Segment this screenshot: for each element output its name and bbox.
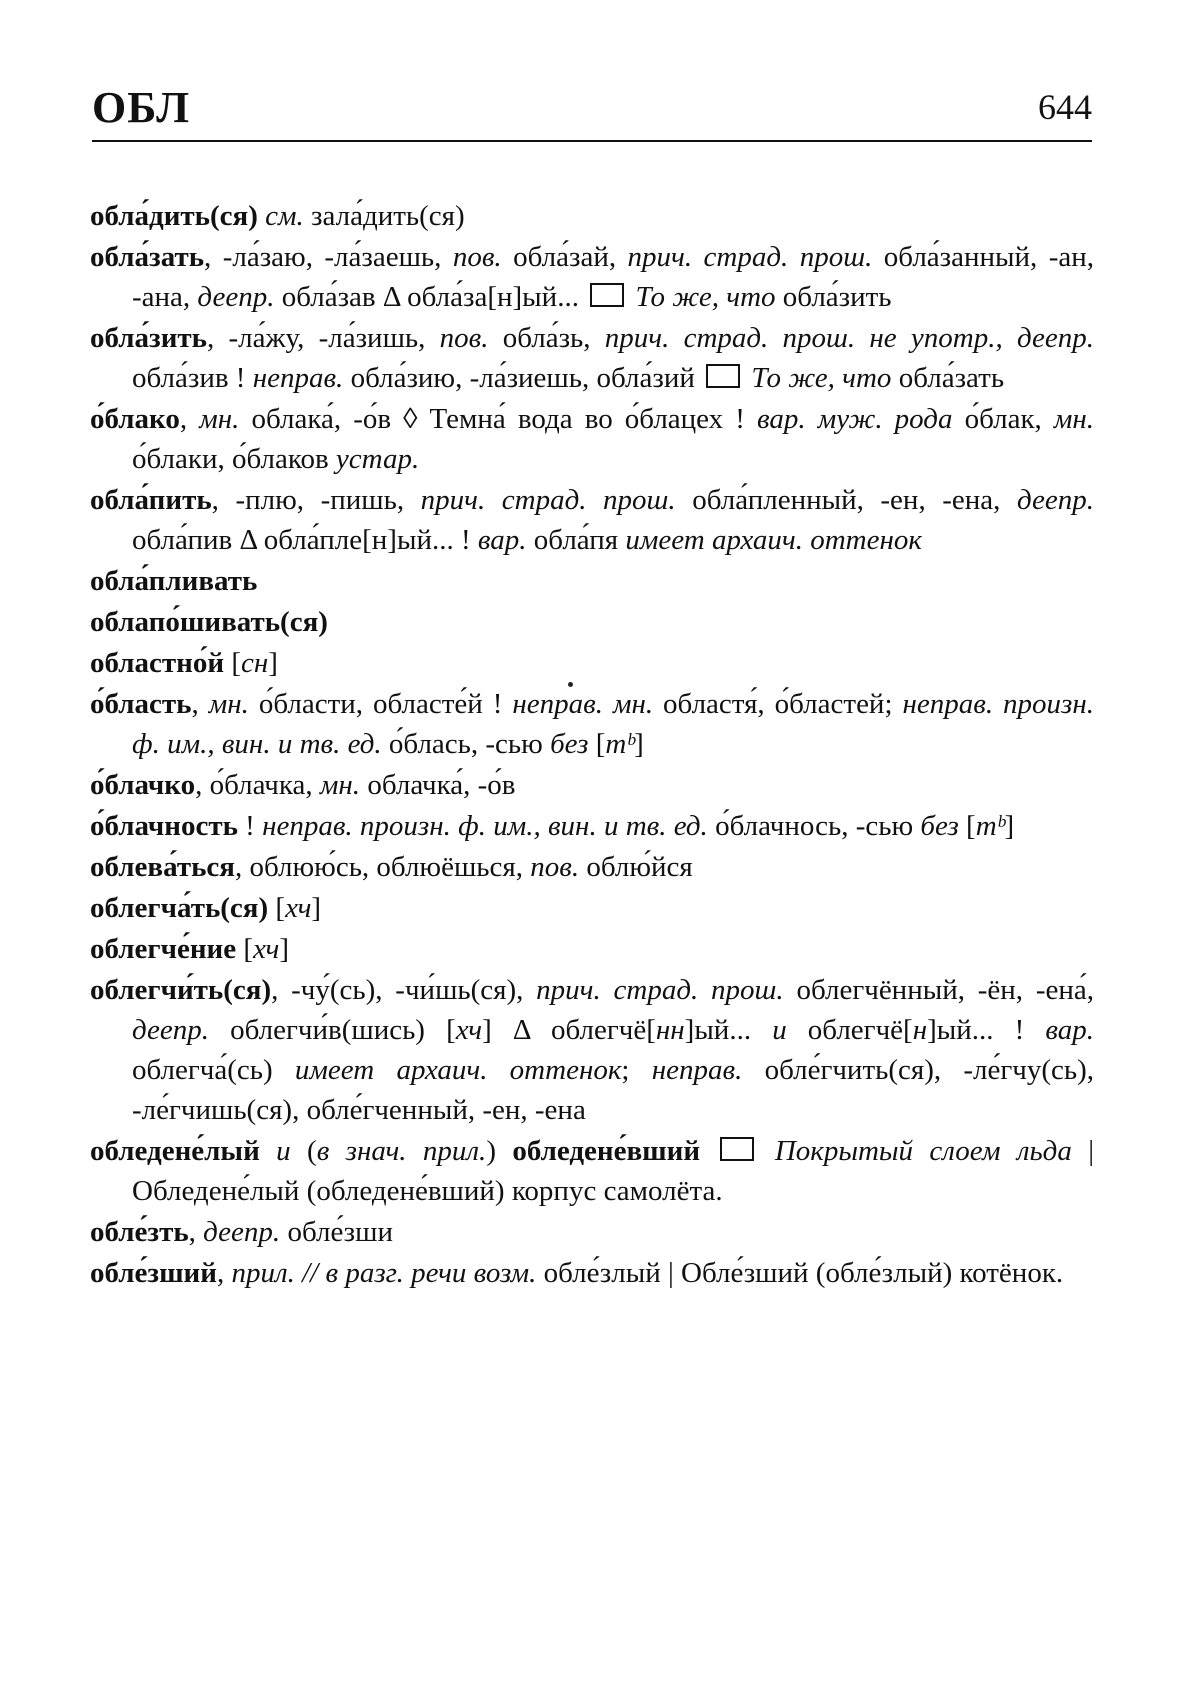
entry-text: о́блась, -сью xyxy=(381,728,551,760)
italic-label: мн. xyxy=(319,769,361,801)
entry-text: обле́гчить(ся), -ле́гчу(сь), -ле́гчишь(ся), обле́гченный, -ен, -ена xyxy=(132,1054,1095,1126)
entry-text: ] Δ облегчё[ xyxy=(482,1014,656,1046)
entry-text: ( xyxy=(290,1135,317,1167)
italic-label: прич. страд. прош. xyxy=(536,974,784,1006)
headword: облева́ться xyxy=(90,851,235,883)
italic-label: То же, что xyxy=(751,362,892,394)
entry-text: ) xyxy=(486,1135,513,1167)
entry-text: [ xyxy=(236,933,254,965)
entry-text: обла́зав Δ обла́за[н]ый... xyxy=(274,281,587,313)
dictionary-entry-oblaplivat xyxy=(90,561,1094,601)
entry-text xyxy=(700,1135,716,1167)
entry-text: обла́зать xyxy=(891,362,1005,394)
entry-text: о́блак, xyxy=(952,403,1054,435)
entry-text: ] xyxy=(268,647,278,679)
headword: обледене́лый xyxy=(90,1135,260,1167)
entry-text: обла́зив ! xyxy=(132,362,253,394)
entry-text: облегчённый, -ён, -ена́, xyxy=(783,974,1094,1006)
box-icon xyxy=(720,1137,754,1161)
dictionary-entry-oblazat xyxy=(90,237,1094,317)
italic-label: нн xyxy=(655,1014,685,1046)
dictionary-entry-oblegchenie xyxy=(90,929,1094,969)
headword: облапо́шивать(ся) xyxy=(90,606,328,638)
dictionary-entry-oblaposhivat xyxy=(90,602,1094,642)
headword: обла́зать xyxy=(90,241,205,273)
headword: обле́зший xyxy=(90,1257,217,1289)
entry-text: облегчи́в(шись) [ xyxy=(209,1014,456,1046)
headword: облегче́ние xyxy=(90,933,237,965)
dictionary-entry-oblezshiy xyxy=(90,1253,1094,1293)
entry-text: обле́злый | Обле́зший (обле́злый) котёнок. xyxy=(536,1257,1064,1289)
entry-text: , xyxy=(179,403,200,435)
dictionary-entry-obladit xyxy=(90,196,1094,236)
entry-text: обле́зши xyxy=(280,1216,393,1248)
italic-label: без xyxy=(550,728,589,760)
dictionary-entry-oblachko xyxy=(90,765,1094,805)
entry-list xyxy=(90,196,1094,1294)
headword: обла́зить xyxy=(90,322,207,354)
headword: о́блако xyxy=(90,403,180,435)
page-number: 644 xyxy=(1038,87,1092,127)
entry-text: облю́йся xyxy=(579,851,693,883)
dictionary-entry-oblachnost xyxy=(90,806,1094,846)
entry-text: обла́зить xyxy=(775,281,892,313)
entry-text: [ xyxy=(588,728,606,760)
italic-label: и xyxy=(772,1014,787,1046)
italic-label: имеет архаич. оттенок xyxy=(294,1054,622,1086)
entry-text: , xyxy=(188,1216,204,1248)
entry-text: облегча́(сь) xyxy=(132,1054,295,1086)
dictionary-entry-oblastnoy xyxy=(90,643,1094,683)
dictionary-entry-oblevatsya xyxy=(90,847,1094,887)
entry-text: обла́зию, -ла́зиешь, обла́зий xyxy=(343,362,703,394)
italic-label: деепр. xyxy=(1016,484,1094,516)
italic-label: прич. страд. прош. не употр., деепр. xyxy=(604,322,1094,354)
italic-label: прич. страд. прош. xyxy=(420,484,676,516)
headword: о́блачность xyxy=(90,810,238,842)
entry-text: о́блаки, о́блаков xyxy=(132,443,336,475)
headword: обла́пливать xyxy=(90,565,258,597)
italic-label: деепр. xyxy=(132,1014,210,1046)
italic-label: вар. xyxy=(1045,1014,1094,1046)
entry-text: облака́, -о́в ◊ Темна́ вода во о́блацех ! xyxy=(239,403,757,435)
italic-label: хч xyxy=(455,1014,483,1046)
headword: облегчи́ть(ся) xyxy=(90,974,272,1006)
entry-text: обла́зь, xyxy=(488,322,605,354)
italic-label: имеет архаич. оттенок xyxy=(625,524,922,556)
header-rule xyxy=(92,140,1092,142)
dictionary-entry-oblazit xyxy=(90,318,1094,398)
italic-label: вар. xyxy=(477,524,527,556)
italic-label: в знач. прил. xyxy=(316,1135,487,1167)
entry-text: ] xyxy=(279,933,290,965)
running-head-word: ОБЛ xyxy=(92,83,191,132)
headword: обле́зть xyxy=(90,1216,189,1248)
dictionary-entry-obledenely xyxy=(90,1131,1094,1211)
headword: о́блачко xyxy=(90,769,196,801)
entry-text: ]ый... xyxy=(684,1014,773,1046)
entry-text: , -ла́жу, -ла́зишь, xyxy=(207,322,440,354)
entry-text: , -ла́заю, -ла́заешь, xyxy=(204,241,453,273)
entry-text: ] xyxy=(634,728,644,760)
italic-label: мн. xyxy=(208,688,249,720)
italic-label: устар. xyxy=(335,443,420,475)
italic-label: пов. xyxy=(452,241,502,273)
entry-text: | Обледене́лый (обледене́вший) корпус самолёта. xyxy=(132,1135,1095,1207)
entry-text xyxy=(758,1135,774,1167)
dictionary-entry-oblast xyxy=(90,684,1094,764)
italic-label: неправ. xyxy=(252,362,344,394)
italic-label: прил. // в разг. речи возм. xyxy=(231,1257,537,1289)
headword: обла́пить xyxy=(90,484,212,516)
entry-text: [ xyxy=(224,647,242,679)
italic-label: неправ. xyxy=(651,1054,743,1086)
headword: обла́дить(ся) xyxy=(90,200,258,232)
entry-text: , xyxy=(191,688,209,720)
dictionary-entry-oblapit xyxy=(90,480,1094,560)
entry-text: обла́пленный, -ен, -ена, xyxy=(675,484,1017,516)
italic-label: мн. xyxy=(1053,403,1095,435)
entry-text: , о́блачка, xyxy=(195,769,320,801)
entry-text: зала́дить(ся) xyxy=(303,200,465,232)
entry-text: ] xyxy=(1004,810,1015,842)
italic-label: н xyxy=(912,1014,928,1046)
italic-label: прич. страд. прош. xyxy=(627,241,873,273)
page-header xyxy=(92,82,1092,140)
box-icon xyxy=(590,283,624,307)
headword: областно́й xyxy=(90,647,225,679)
entry-text: [ xyxy=(268,892,286,924)
dictionary-entry-oblako xyxy=(90,399,1094,479)
italic-label: тᵇ xyxy=(605,728,635,760)
entry-text: о́бласти, областе́й ! xyxy=(248,688,513,720)
italic-label: Покрытый слоем льда xyxy=(774,1135,1072,1167)
entry-text: облегчё[ xyxy=(786,1014,913,1046)
entry-text: облачка́, -о́в xyxy=(360,769,516,801)
entry-text: обла́пив Δ обла́пле[н]ый... ! xyxy=(132,524,478,556)
entry-text: обла́пя xyxy=(526,524,626,556)
entry-text: , облюю́сь, облюёшься, xyxy=(234,851,531,883)
italic-label: деепр. xyxy=(197,281,275,313)
italic-label: неправ. произн. ф. им., вин. и тв. ед. xyxy=(262,810,708,842)
italic-label: вар. муж. рода xyxy=(757,403,953,435)
italic-label: тᵇ xyxy=(975,810,1005,842)
italic-label: хч xyxy=(285,892,312,924)
headword: о́бласть xyxy=(90,688,192,720)
dictionary-entry-oblezt xyxy=(90,1212,1094,1252)
entry-text: , xyxy=(216,1257,232,1289)
entry-text: о́блачнось, -сью xyxy=(707,810,921,842)
entry-text: ; xyxy=(621,1054,652,1086)
entry-text: ]ый... ! xyxy=(927,1014,1046,1046)
dictionary-entry-oblegchit xyxy=(90,970,1094,1130)
italic-label: пов. xyxy=(530,851,580,883)
entry-text: , -чу́(сь), -чи́шь(ся), xyxy=(271,974,537,1006)
italic-label: деепр. xyxy=(203,1216,281,1248)
entry-text: ! xyxy=(237,810,263,842)
italic-label: То же, что xyxy=(635,281,776,313)
headword: обледене́вший xyxy=(512,1135,701,1167)
italic-label: неправ. мн. xyxy=(512,688,654,720)
italic-label: мн. xyxy=(199,403,240,435)
italic-label: без xyxy=(920,810,959,842)
dictionary-entry-oblegchat xyxy=(90,888,1094,928)
italic-label: хч xyxy=(253,933,280,965)
entry-text: [ xyxy=(958,810,976,842)
italic-label: и xyxy=(276,1135,291,1167)
entry-text: областя́, о́бластей; xyxy=(653,688,903,720)
entry-text: обла́зай, xyxy=(501,241,628,273)
italic-label: неправ. произн. ф. им., вин. и тв. ед. xyxy=(132,688,1094,760)
italic-label: сн xyxy=(241,647,269,679)
headword: облегча́ть(ся) xyxy=(90,892,269,924)
entry-text xyxy=(260,1135,276,1167)
italic-label: пов. xyxy=(439,322,489,354)
box-icon xyxy=(706,364,740,388)
entry-text: ] xyxy=(311,892,322,924)
italic-label: см. xyxy=(265,200,304,232)
entry-text: обла́занный, -ан, -ана, xyxy=(132,241,1095,313)
entry-text: , -плю, -пишь, xyxy=(211,484,421,516)
